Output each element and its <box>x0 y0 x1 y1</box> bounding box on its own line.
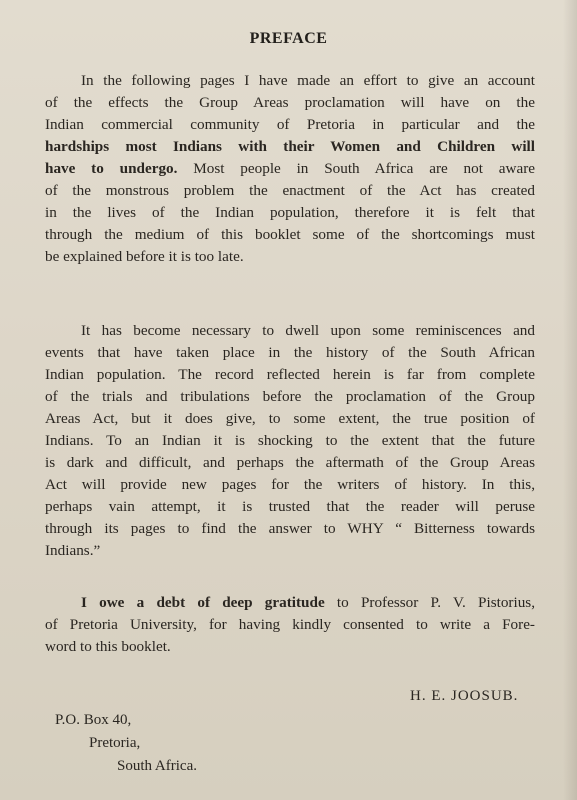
text-line-mixed <box>45 158 535 180</box>
text-line-mixed <box>81 592 535 614</box>
text-span: to Professor P. V. Pistorius, <box>336 594 536 611</box>
text-line: Act will provide new pages for the writers of history. In this, <box>45 476 535 493</box>
text-line: through the medium of this booklet some of the shortcomings must <box>45 226 535 243</box>
text-line: In the following pages I have made an effort to give an account <box>81 72 535 89</box>
text-line: Indians. To an Indian it is shocking to the extent that the future <box>45 432 535 449</box>
bold-phrase: I owe a debt of deep gratitude <box>81 594 325 611</box>
text-line: Indian commercial community of Pretoria in particular and the <box>45 116 535 133</box>
text-line: It has become necessary to dwell upon some reminiscences and <box>81 322 535 339</box>
address-line-3: South Africa. <box>117 758 197 774</box>
text-line: Areas Act, but it does give, to some extent, the true position of <box>45 410 535 427</box>
text-line: Indians.” <box>45 542 101 559</box>
page-title: PREFACE <box>249 30 328 47</box>
text-line: through its pages to find the answer to WHY “ Bitterness towards <box>45 520 535 537</box>
text-line: word to this booklet. <box>45 638 171 655</box>
address-line-2: Pretoria, <box>89 735 141 751</box>
text-line: perhaps vain attempt, it is trusted that the reader will peruse <box>45 498 535 515</box>
text-line: of the monstrous problem the enactment of the Act has created <box>45 182 535 199</box>
text-line: events that have taken place in the history of the South African <box>45 344 535 361</box>
text-line: be explained before it is too late. <box>45 248 244 265</box>
text-span: Most people in South Africa are not aware <box>193 160 535 177</box>
text-line: of Pretoria University, for having kindly consented to write a Fore- <box>45 616 535 633</box>
bold-phrase: have to undergo. <box>45 160 178 177</box>
text-line-bold: hardships most Indians with their Women and Children will <box>45 138 535 155</box>
author-signature: H. E. JOOSUB. <box>410 688 519 704</box>
address-line-1: P.O. Box 40, <box>55 712 132 728</box>
text-line: of the trials and tribulations before the proclamation of the Group <box>45 388 535 405</box>
text-line: is dark and difficult, and perhaps the aftermath of the Group Areas <box>45 454 535 471</box>
text-line: Indian population. The record reflected herein is far from complete <box>45 366 535 383</box>
text-line: in the lives of the Indian population, therefore it is felt that <box>45 204 535 221</box>
text-line: of the effects the Group Areas proclamation will have on the <box>45 94 535 111</box>
